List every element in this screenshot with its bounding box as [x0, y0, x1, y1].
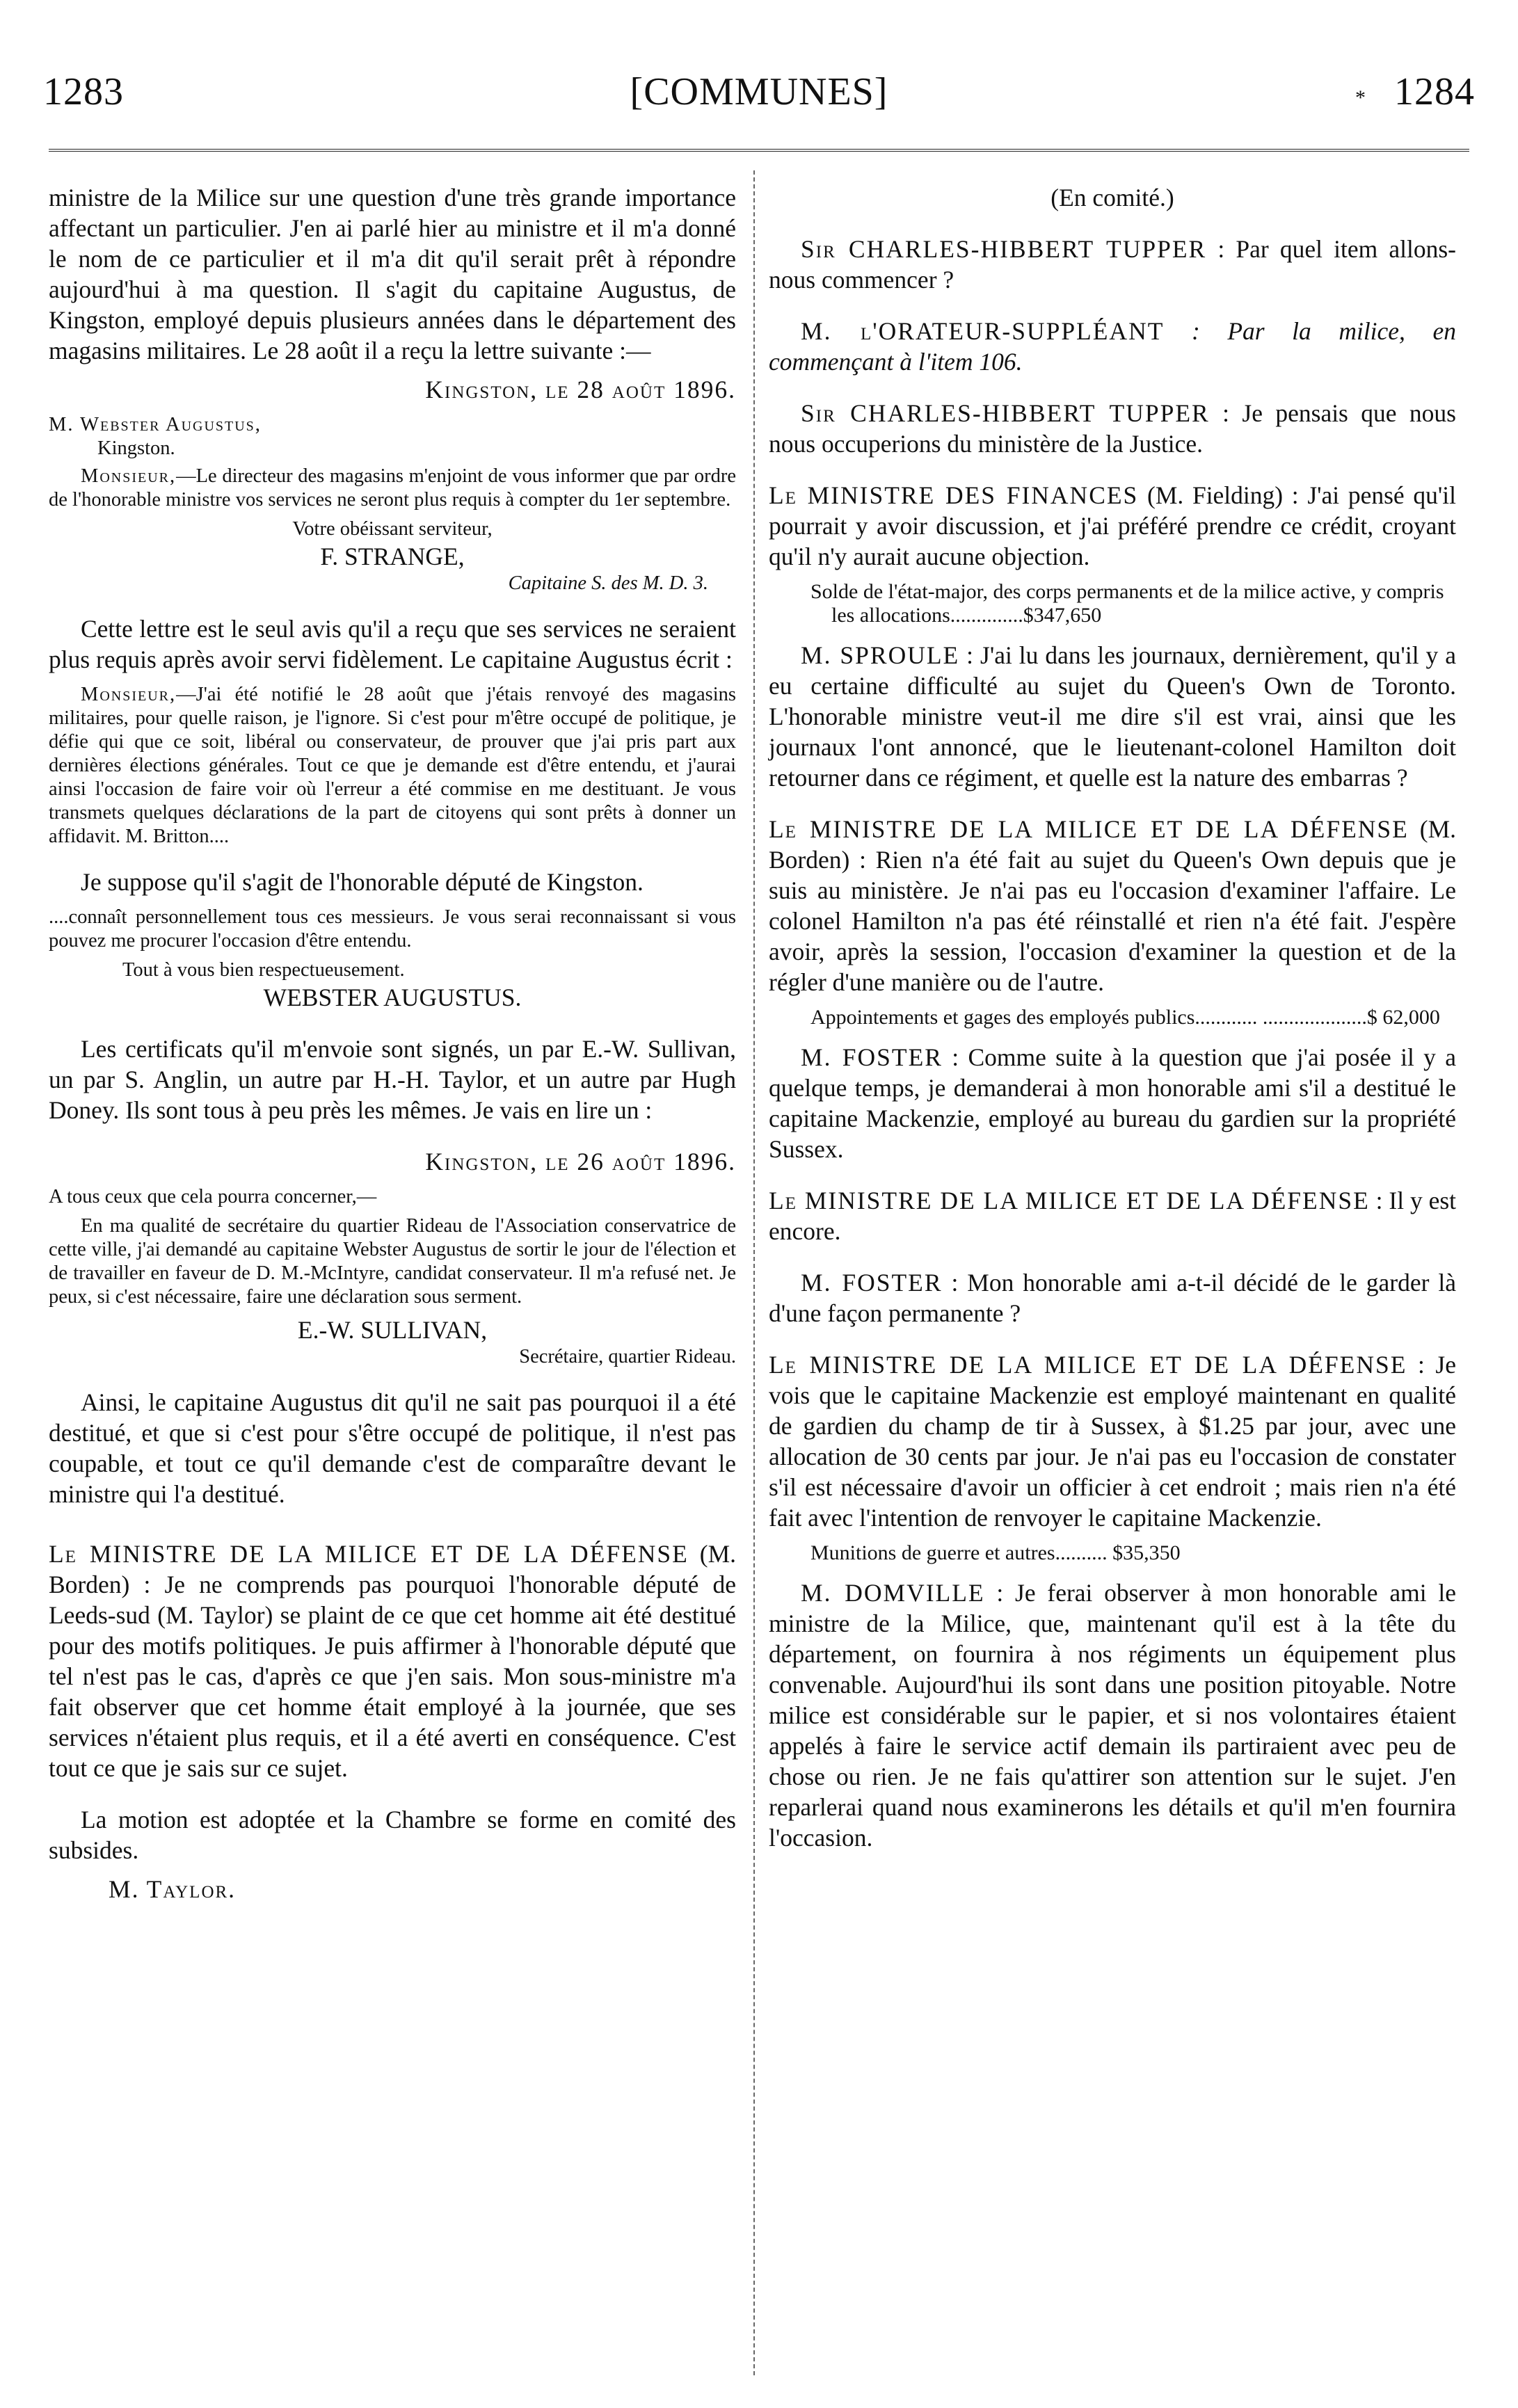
speech: [49, 1539, 736, 1783]
speech-text: (M. Borden) : Je ne comprends pas pourquoi l'honorable député de Leeds-sud (M. Taylor) se plaint de ce que cet homme ait été destitué pour des motifs politiques. Je puis affirmer à l'honorable député que tel n'est pas le cas, d'après ce que j'en sais. Mon sous-ministre m'a fait observer que cet homme était employé à la journée, que ses services n'étaient plus requis, et il a été averti en conséquence. C'est tout ce que je sais sur ce sujet.: [49, 1540, 737, 1782]
right-page-number: 1284: [1394, 70, 1475, 113]
speaker: Le MINISTRE DE LA MILICE ET DE LA DÉFENSE: [769, 1351, 1407, 1379]
letter-salutation: Monsieur,: [81, 465, 177, 487]
speech-text: : Il y est encore.: [769, 1187, 1456, 1245]
speaker: Le MINISTRE DE LA MILICE ET DE LA DÉFENSE: [49, 1540, 689, 1568]
speech: [769, 480, 1456, 572]
budget-item: Munitions de guerre et autres.......... $35,350: [810, 1541, 1181, 1564]
speech: [769, 1578, 1456, 1853]
speech: [769, 234, 1456, 295]
speech: [769, 398, 1456, 459]
letter-date: Kingston, le 28 août 1896.: [425, 376, 736, 403]
letter-body: En ma qualité de secrétaire du quartier Rideau de l'Association conservatrice de cette ville, j'ai demandé au capitaine Webster Augustus de sortir le jour de l'élection et de travailler en faveur de D. M.-McIntyre, candidat conservateur. Il m'a refusé net. Je peux, si c'est nécessaire, faire une déclaration sous serment.: [49, 1215, 736, 1308]
speaker: M. FOSTER: [801, 1269, 943, 1297]
paragraph: Ainsi, le capitaine Augustus dit qu'il ne sait pas pourquoi il a été destitué, et que si c'est pour s'être occupé de politique, il n'est pas coupable, et tout ce qu'il demande c'est de comparaître devant le ministre qui l'a destitué.: [49, 1388, 736, 1508]
letter-signature: WEBSTER AUGUSTUS.: [263, 984, 522, 1011]
speaker: M. SPROULE: [801, 641, 960, 669]
speech: [769, 814, 1456, 997]
speaker: Le MINISTRE DES FINANCES: [769, 481, 1139, 509]
paragraph: ministre de la Milice sur une question d'une très grande importance affectant un particulier. J'en ai parlé hier au ministre et il m'a donné le nom de ce particulier et il m'a dit qu'il serait prêt à répondre aujourd'hui à ma question. Il s'agit du capitaine Augustus, de Kingston, employé depuis plusieurs années dans le département des magasins militaires. Le 28 août il a reçu la lettre suivante :—: [49, 184, 736, 364]
letter-body: [49, 465, 736, 512]
speech-text: : Je pensais que nous nous occuperions du ministère de la Justice.: [769, 399, 1456, 458]
speech-text: (M. Fielding) : J'ai pensé qu'il pourrait y avoir discussion, et j'ai préféré prendre ce crédit, croyant qu'il n'y aurait aucune objection.: [769, 481, 1456, 570]
paragraph: La motion est adoptée et la Chambre se forme en comité des subsides.: [49, 1806, 736, 1864]
speaker-line: M. Taylor.: [109, 1875, 237, 1903]
paragraph: Les certificats qu'il m'envoie sont signés, un par E.-W. Sullivan, un par S. Anglin, un autre par H.-H. Taylor, et un autre par Hugh Doney. Ils sont tous à peu près les mêmes. Je vais en lire un :: [49, 1035, 736, 1124]
paragraph: Je suppose qu'il s'agit de l'honorable député de Kingston.: [81, 868, 644, 896]
budget-item: Appointements et gages des employés publics............ ....................$ 62,000: [810, 1006, 1440, 1029]
left-column: [49, 182, 736, 1913]
header-mark: *: [1355, 86, 1366, 109]
header-title: [COMMUNES]: [630, 70, 888, 113]
letter-date: Kingston, le 26 août 1896.: [425, 1148, 736, 1175]
speaker: Le MINISTRE DE LA MILICE ET DE LA DÉFENSE: [769, 815, 1409, 843]
speech: [769, 1185, 1456, 1246]
letter-text: —J'ai été notifié le 28 août que j'étais renvoyé des magasins militaires, pour quelle raison, je l'ignore. Si c'est pour m'être occupé de politique, je défie qui que ce soit, libéral ou conservateur, de prouver que j'ai pris part aux dernières élections générales. Tout ce que je demande est d'être entendu, et j'aurai ainsi l'occasion de faire voir où l'erreur a été commise en me destituant. Je vous transmets quelques déclarations de la part de citoyens qui sont prêts à donner un affidavit. M. Britton....: [49, 684, 736, 847]
speech-text: : Je vois que le capitaine Mackenzie est employé maintenant en qualité de gardien du champ de tir à Sussex, à $1.25 par jour, avec une allocation de 30 cents par jour. Je n'ai pas eu l'occasion de constater s'il est nécessaire d'avoir un officier à cet endroit ; mais rien n'a été fait avec l'intention de renvoyer le capitaine Mackenzie.: [769, 1351, 1457, 1532]
speech: [769, 1042, 1456, 1164]
left-page-number: 1283: [43, 70, 124, 113]
speaker: M. l'ORATEUR-SUPPLÉANT: [801, 317, 1165, 345]
speech: [769, 1267, 1456, 1329]
letter-address-city: Kingston.: [97, 438, 175, 459]
speaker: Le MINISTRE DE LA MILICE ET DE LA DÉFENSE: [769, 1187, 1370, 1214]
speech-text: : J'ai lu dans les journaux, dernièrement, qu'il y a eu certaine difficulté au sujet du Queen's Own de Toronto. L'honorable ministre veut-il me dire s'il est vrai, ainsi que les journaux l'ont annoncé, que le lieutenant-colonel Hamilton doit retourner dans ce régiment, et quelle est la nature des embarras ?: [769, 641, 1456, 792]
budget-item: Solde de l'état-major, des corps permanents et de la milice active, y compris les allocations..............$347,650: [810, 580, 1444, 627]
section-heading: (En comité.): [1050, 184, 1174, 211]
right-column: [769, 182, 1456, 1861]
speech-text: (M. Borden) : Rien n'a été fait au sujet du Queen's Own depuis que je suis au ministère. Je n'ai pas eu l'occasion d'examiner l'affaire. Le colonel Hamilton n'a pas été réinstallé et rien n'a été fait. J'espère avoir, après la session, l'occasion d'examiner la question et de la régler d'une manière ou de l'autre.: [769, 815, 1457, 996]
page-header: [43, 70, 1475, 132]
letter-closing: Votre obéissant serviteur,: [292, 518, 493, 540]
paragraph: Cette lettre est le seul avis qu'il a reçu que ses services ne seraient plus requis après avoir servi fidèlement. Le capitaine Augustus écrit :: [49, 615, 736, 673]
speaker: Sir CHARLES-HIBBERT TUPPER: [801, 235, 1207, 263]
column-divider: [753, 170, 755, 2375]
letter-salutation: Monsieur,: [81, 684, 177, 705]
speaker: M. FOSTER: [801, 1043, 943, 1071]
letter-body: [49, 683, 736, 849]
speech-text: : Comme suite à la question que j'ai posée il y a quelque temps, je demanderai à mon honorable ami s'il a destitué le capitaine Mackenzie, employé au bureau du gardien sur la propriété Sussex.: [769, 1043, 1456, 1163]
speech: [769, 316, 1456, 377]
letter-address: M. Webster Augustus,: [49, 414, 262, 435]
letter-signature-role: Secrétaire, quartier Rideau.: [519, 1346, 736, 1367]
speech-text: : Par quel item allons-nous commencer ?: [769, 235, 1456, 294]
letter-signature: F. STRANGE,: [320, 543, 465, 570]
header-rule: [49, 149, 1469, 152]
letter-signature-role: Capitaine S. des M. D. 3.: [508, 572, 708, 594]
letter-closing: Tout à vous bien respectueusement.: [122, 959, 405, 981]
speaker: M. DOMVILLE: [801, 1579, 985, 1607]
speech-text: : Je ferai observer à mon honorable ami le ministre de la Milice, que, maintenant qu'il est à la tête du département, on fournira à nos régiments un équipement plus convenable. Aujourd'hui ils sont dans une position pitoyable. Notre milice est considérable sur le papier, et si nos volontaires étaient appelés à faire le service actif demain ils partiraient avec peu de chose ou rien. Je ne fais qu'attirer son attention sur le sujet. J'en reparlerai quand nous examinerons les détails et qu'il m'en fournira l'occasion.: [769, 1579, 1456, 1852]
speech: [769, 640, 1456, 793]
speech-text: : Par la milice, en commençant à l'item 106.: [769, 317, 1456, 376]
speaker: Sir CHARLES-HIBBERT TUPPER: [801, 399, 1210, 427]
letter-address: A tous ceux que cela pourra concerner,—: [49, 1186, 377, 1207]
speech: [769, 1349, 1456, 1533]
letter-continuation: ....connaît personnellement tous ces messieurs. Je vous serai reconnaissant si vous pouvez me procurer l'occasion d'être entendu.: [49, 906, 736, 952]
letter-signature: E.-W. SULLIVAN,: [297, 1316, 488, 1344]
speech-text: : Mon honorable ami a-t-il décidé de le garder là d'une façon permanente ?: [769, 1269, 1456, 1327]
letter-text: —Le directeur des magasins m'enjoint de vous informer que par ordre de l'honorable ministre vos services ne seront plus requis à compter du 1er septembre.: [49, 465, 736, 511]
